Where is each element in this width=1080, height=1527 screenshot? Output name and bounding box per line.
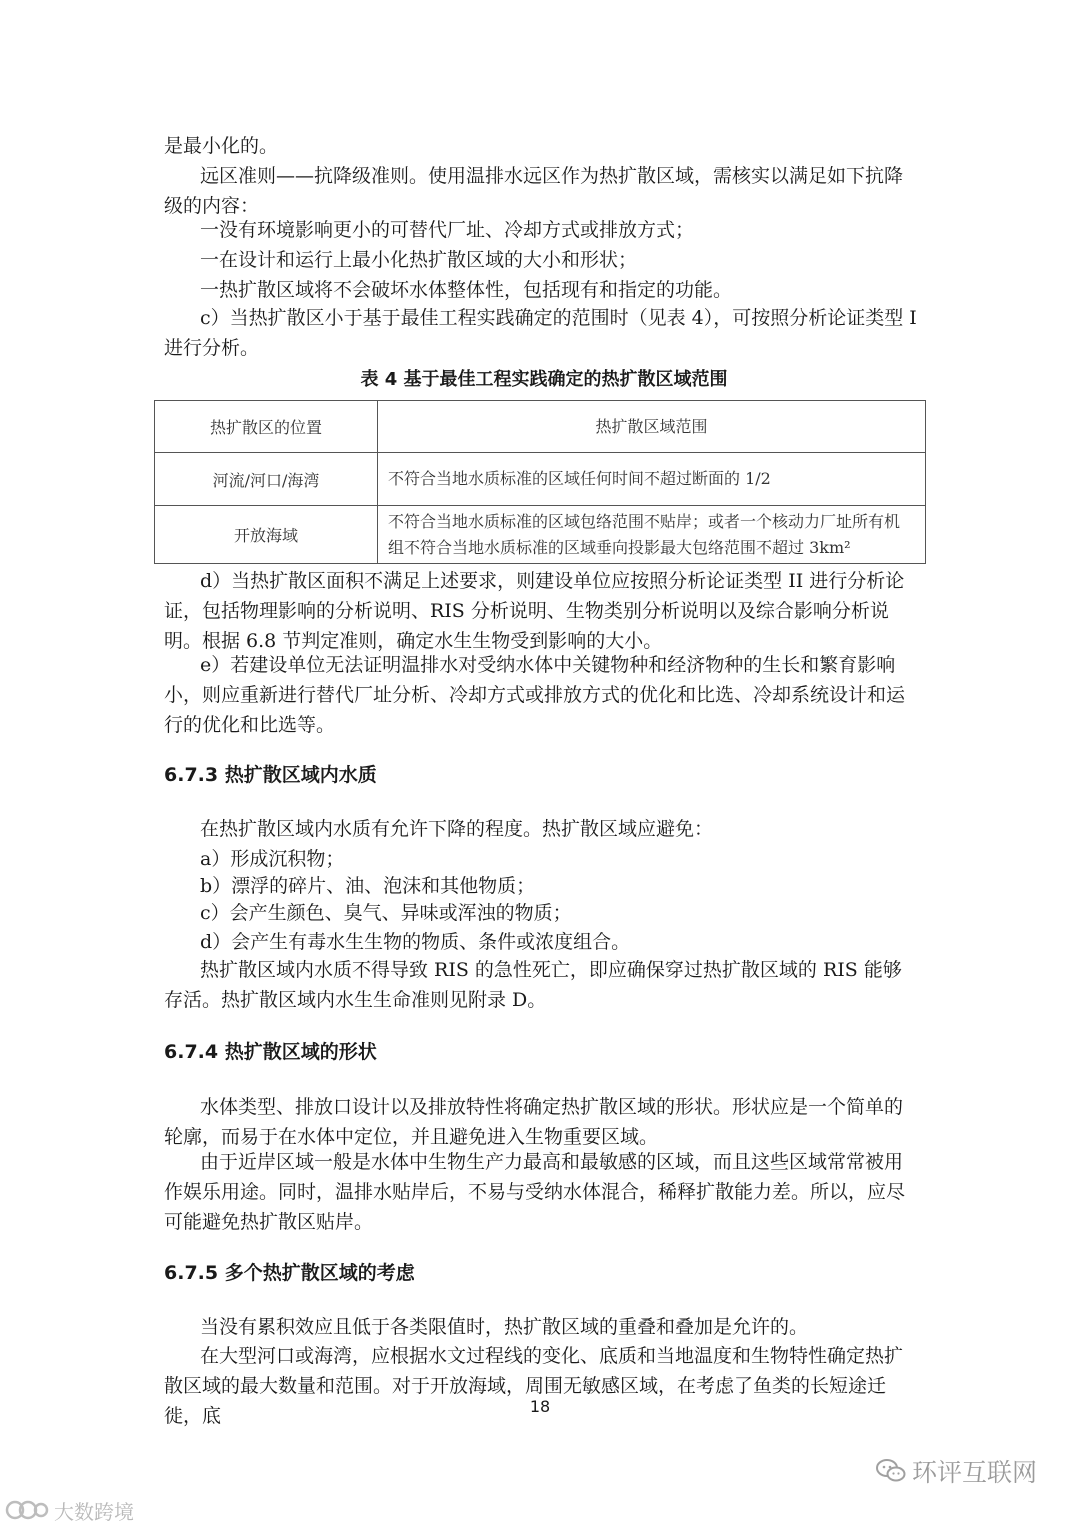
table-caption: 表 4 基于最佳工程实践确定的热扩散区域范围 (360, 369, 728, 390)
watermark-left (4, 1497, 134, 1523)
watermark-right (876, 1453, 1037, 1489)
section-heading: 6.7.5 多个热扩散区域的考虑 (164, 1262, 415, 1284)
watermark-left-text: 大数跨境 (54, 1499, 134, 1524)
paragraph: 当没有累积效应且低于各类限值时，热扩散区域的重叠和叠加是允许的。 (200, 1316, 809, 1338)
paragraph: 水体类型、排放口设计以及排放特性将确定热扩散区域的形状。形状应是一个简单的轮廓，而易于在水体中定位，并且避免进入生物重要区域。 (164, 1096, 904, 1148)
table-cell: 不符合当地水质标准的区域任何时间不超过断面的 1/2 (378, 453, 926, 506)
table-cell: 开放海域 (155, 506, 378, 564)
table-cell: 河流/河口/海湾 (155, 453, 378, 506)
data-table (154, 400, 926, 564)
paragraph: e）若建设单位无法证明温排水对受纳水体中关键物种和经济物种的生长和繁育影响小，则应重新进行替代厂址分析、冷却方式或排放方式的优化和比选、冷却系统设计和运行的优化和比选等。 (164, 654, 906, 736)
paragraph: 由于近岸区域一般是水体中生物生产力最高和最敏感的区域，而且这些区域常常被用作娱乐用途。同时，温排水贴岸后，不易与受纳水体混合，稀释扩散能力差。所以，应尽可能避免热扩散区贴岸。 (164, 1151, 906, 1233)
list-item: a）形成沉积物； (200, 848, 345, 870)
page-number: 18 (529, 1397, 551, 1416)
paragraph: d）当热扩散区面积不满足上述要求，则建设单位应按照分析论证类型 II 进行分析论证，包括物理影响的分析说明、RIS 分析说明、生物类别分析说明以及综合影响分析说明。根据 6.8 节判定准则，确定水生生物受到影响的大小。 (164, 570, 905, 652)
paragraph: 在大型河口或海湾，应根据水文过程线的变化、底质和当地温度和生物特性确定热扩散区域的最大数量和范围。对于开放海域，周围无敏感区域，在考虑了鱼类的长短途迁徙，底 (164, 1345, 904, 1427)
section-heading: 6.7.3 热扩散区域内水质 (164, 764, 377, 786)
list-item: c）会产生颜色、臭气、异味或浑浊的物质； (200, 902, 572, 924)
table-cell: 不符合当地水质标准的区域包络范围不贴岸；或者一个核动力厂址所有机组不符合当地水质标准的区域垂向投影最大包络范围不超过 3km² (378, 506, 926, 564)
table-header-cell: 热扩散区的位置 (155, 401, 378, 453)
table-header-cell: 热扩散区域范围 (378, 401, 926, 453)
table-row (155, 506, 926, 564)
list-item: 一在设计和运行上最小化热扩散区域的大小和形状； (200, 249, 638, 271)
section-heading: 6.7.4 热扩散区域的形状 (164, 1041, 377, 1063)
list-item: b）漂浮的碎片、油、泡沫和其他物质； (200, 875, 536, 897)
brand-logo-icon (4, 1499, 50, 1521)
table-header-row (155, 401, 926, 453)
paragraph: 远区准则——抗降级准则。使用温排水远区作为热扩散区域，需核实以满足如下抗降级的内容： (164, 165, 904, 217)
watermark-right-text: 环评互联网 (912, 1458, 1038, 1487)
table-row (155, 453, 926, 506)
paragraph: 热扩散区域内水质不得导致 RIS 的急性死亡，即应确保穿过热扩散区域的 RIS 能够存活。热扩散区域内水生生命准则见附录 D。 (164, 959, 902, 1011)
list-item: 一热扩散区域将不会破坏水体整体性，包括现有和指定的功能。 (200, 279, 733, 301)
wechat-icon (876, 1458, 906, 1484)
paragraph: c）当热扩散区小于基于最佳工程实践确定的范围时（见表 4），可按照分析论证类型 I 进行分析。 (164, 307, 917, 359)
paragraph: 是最小化的。 (164, 135, 279, 157)
list-item: 一没有环境影响更小的可替代厂址、冷却方式或排放方式； (200, 219, 695, 241)
list-item: d）会产生有毒水生生物的物质、条件或浓度组合。 (200, 931, 631, 953)
paragraph: 在热扩散区域内水质有允许下降的程度。热扩散区域应避免： (200, 818, 714, 840)
